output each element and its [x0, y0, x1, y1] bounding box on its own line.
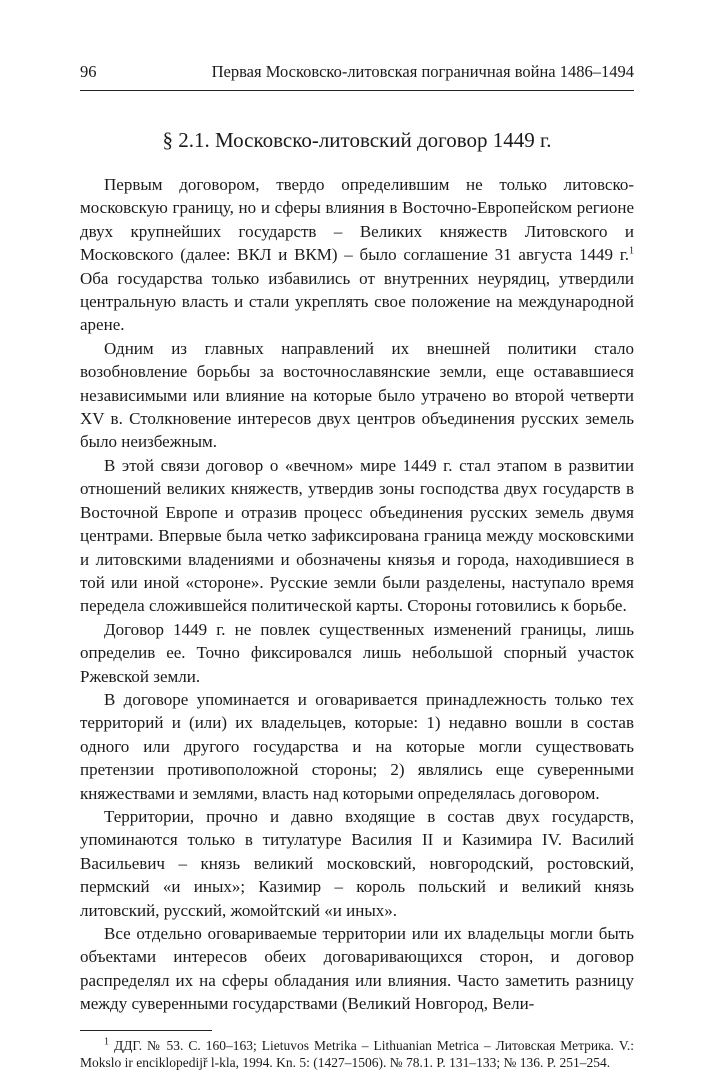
running-header [80, 62, 634, 86]
footnote-reference: 1 [629, 245, 634, 257]
paragraph: Территории, прочно и давно входящие в состав двух государств, упоминаются только в титулатуре Василия II и Казимира IV. Василий Васильевич – князь великий московский, новгородский, ростовский, пермский «и иных»; Казимир – король польский и великий князь литовский, русский, жомойтский «и иных». [80, 806, 634, 920]
section-title: § 2.1. Московско-литовский договор 1449 г. [162, 128, 552, 152]
paragraph: В этой связи договор о «вечном» мире 1449 г. стал этапом в развитии отношений великих княжеств, утвердив зоны господства двух государств в Восточной Европе и отразив процесс объединения русских земель двумя центрами. Впервые была четко зафиксирована граница между московскими и литовскими владениями и обозначены князья и города, находившиеся в той или иной «стороне». Русские земли были разделены, наступало время передела сложившейся политической карты. Стороны готовились к борьбе. [80, 455, 634, 616]
paragraph: Договор 1449 г. не повлек существенных изменений границы, лишь определив ее. Точно фиксировался лишь небольшой спорный участок Ржевской земли. [80, 619, 634, 686]
paragraph: Одним из главных направлений их внешней политики стало возобновление борьбы за восточнославянские земли, еще остававшиеся независимыми или влияние на которые было утрачено во второй четверти XV в. Столкновение интересов двух центров объединения русских земель было неизбежным. [80, 338, 634, 452]
header-rule [80, 90, 634, 91]
body-text [80, 173, 634, 1016]
paragraph: Первым договором, твердо определившим не только литовско-московскую границу, но и сферы влияния в Восточно-Европейском регионе двух крупнейших государств – Великих княжеств Литовского и Московского (далее: ВКЛ и ВКМ) – было соглашение 31 августа 1449 г.$^1$ Оба государства только избавились от внутренних неурядиц, утвердили центральную власть и стали укреплять свое положение на международной арене. [80, 175, 634, 335]
footnote-mark: 1 [104, 1036, 109, 1048]
footnote-divider [80, 1030, 212, 1031]
book-page [80, 62, 634, 1072]
paragraph: В договоре упоминается и оговаривается принадлежность только тех территорий и (или) их владельцев, которые: 1) недавно вошли в состав одного или другого государства и на которые могли существовать претензии противоположной стороны; 2) являлись еще суверенными княжествами и землями, власть над которыми определялась договором. [80, 689, 634, 803]
footnote [80, 1037, 634, 1072]
running-title: Первая Московско-литовская пограничная война 1486–1494 [211, 62, 634, 81]
paragraph: Все отдельно оговариваемые территории или их владельцы могли быть объектами интересов обеих договаривающихся сторон, и договор распределял их на сферы обладания или влияния. Часто заметить разницу между суверенными государствами (Великий Новгород, Вели- [80, 924, 634, 1014]
page-number: 96 [80, 62, 97, 81]
footnote-text: ДДГ. № 53. С. 160–163; Lietuvos Metrika – Lithuanian Metrica – Литовская Метрика. V.: Mokslo ir enciklopedijř l-kla, 1994. Kn. 5: (1427–1506). № 78.1. P. 131–133; № 136. P. 251–254. [80, 1037, 635, 1071]
